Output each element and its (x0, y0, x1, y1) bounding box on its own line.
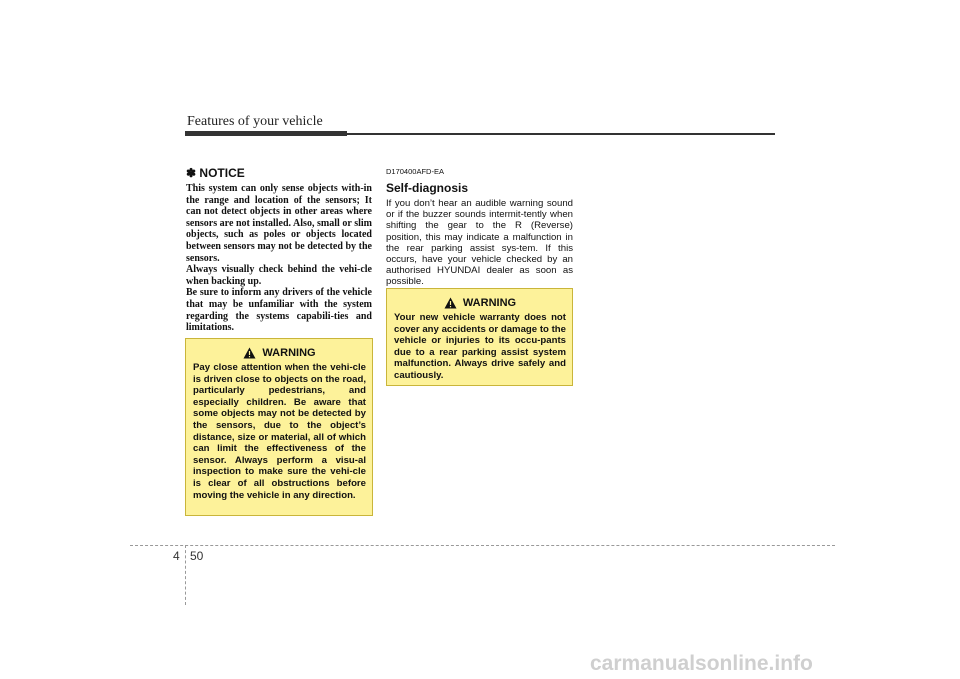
section-title: Self-diagnosis (386, 181, 469, 195)
section-code: D170400AFD-EA (386, 167, 444, 176)
warning-text: Your new vehicle warranty does not cover any accidents or damage to the vehicle or injuries to its occu-pants due to a rear parking assist system malfunction. Always drive safely and cautiously. (394, 312, 566, 381)
warning-box-warranty (386, 288, 573, 386)
warning-heading (193, 347, 366, 359)
notice-symbol: ✽ (186, 166, 197, 180)
page-header-title: Features of your vehicle (187, 114, 323, 129)
header-rule-thick (185, 131, 347, 136)
notice-heading (186, 166, 372, 180)
warning-title: WARNING (462, 297, 517, 309)
notice-paragraph: Always visually check behind the vehi-cle when backing up. (186, 264, 372, 287)
notice-title: NOTICE (199, 166, 245, 180)
header-rule-thin (347, 133, 775, 135)
notice-body (186, 183, 372, 334)
watermark: carmanualsonline.info (590, 652, 813, 675)
notice-paragraph: This system can only sense objects with-in the range and location of the sensors; It can not detect objects in other areas where sensors are not installed. Also, small or slim objects, such as poles or objects located between sensors may not be detected by the sensors. (186, 183, 372, 264)
warning-title: WARNING (262, 347, 316, 359)
warning-heading (394, 297, 566, 309)
page-number: 50 (190, 549, 204, 563)
footer-rule (130, 545, 835, 546)
self-diagnosis-section (386, 167, 573, 288)
section-body: If you don’t hear an audible warning sound or if the buzzer sounds intermit-tently when shifting the gear to the R (Reverse) position, this may indicate a malfunction in the rear parking assist sys-tem. If this occurs, have your vehicle checked by an authorised HYUNDAI dealer as soon as possible. (386, 198, 573, 288)
warning-text: Pay close attention when the vehi-cle is driven close to objects on the road, particularly pedestrians, and especially children. Be aware that some objects may not be detected by the sensors, due to the object’s distance, size or material, all of which can limit the effectiveness of the sensor. Always perform a visu-al inspection to make sure the vehi-cle is clear of all obstructions before moving the vehicle in any direction. (193, 362, 366, 501)
footer-divider (185, 545, 186, 605)
warning-box-sensor-limits (185, 338, 373, 516)
warning-triangle-icon (243, 347, 256, 359)
warning-triangle-icon (444, 297, 457, 309)
notice-section (186, 166, 372, 334)
chapter-number: 4 (173, 549, 180, 563)
notice-paragraph: Be sure to inform any drivers of the vehicle that may be unfamiliar with the system regarding the systems capabili-ties and limitations. (186, 287, 372, 334)
